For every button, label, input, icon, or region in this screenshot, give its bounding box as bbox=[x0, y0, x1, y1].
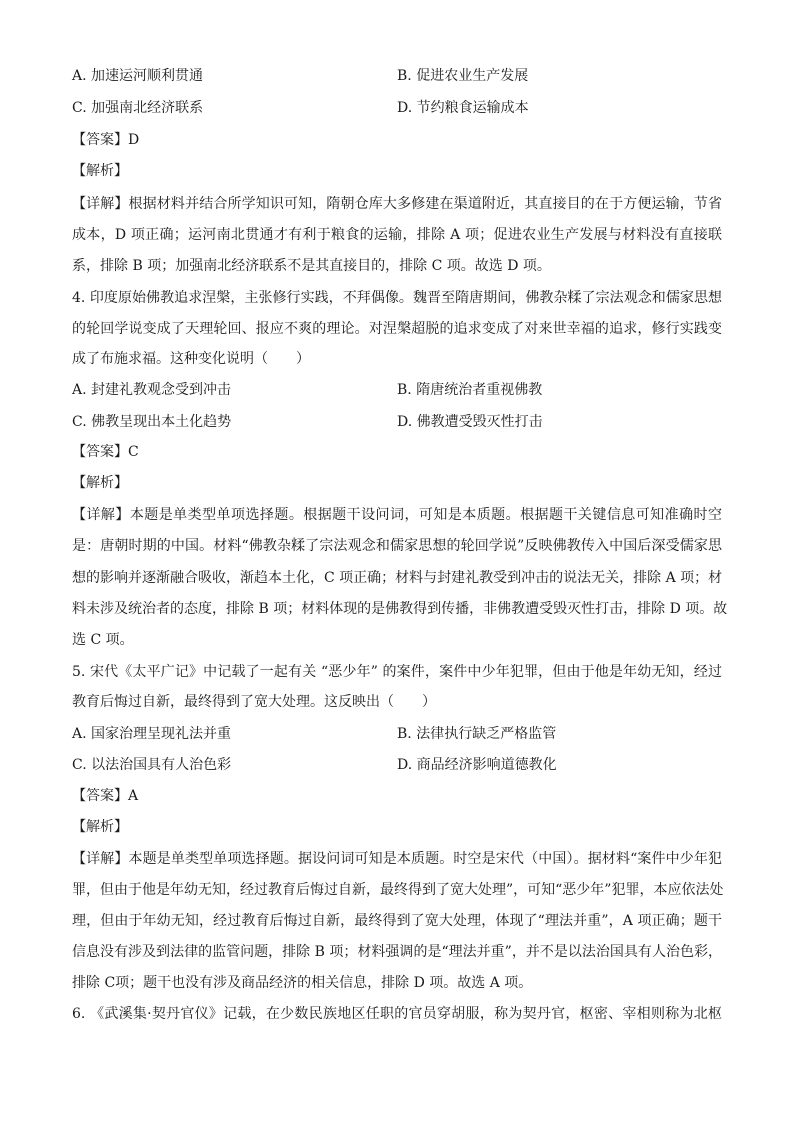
q3-analysis-heading: 【解析】 bbox=[72, 163, 128, 179]
q5-detail-line: 【详解】本题是单类型单项选择题。据设问词可知是本质题。时空是宋代（中国）。据材料“案件中少年犯 bbox=[72, 851, 722, 867]
q5-detail-line: 理，但由于年幼无知，经过教育后悔过自新，最终得到了宽大处理，体现了“理法并重”，A 项正确；题干 bbox=[72, 913, 722, 929]
q5-stem-line: 教育后悔过自新，最终得到了宽大处理。这反映出（ ） bbox=[72, 694, 436, 710]
q4-stem-line: 的轮回学说变成了天理轮回、报应不爽的理论。对涅槃超脱的追求变成了对来世幸福的追求，修行实践变 bbox=[72, 321, 722, 337]
q3-option-a: A. 加速运河顺利贯通 bbox=[72, 68, 204, 84]
q5-stem-line: 5. 宋代《太平广记》中记载了一起有关 “恶少年” 的案件，案件中少年犯罪，但由于他是年幼无知，经过 bbox=[72, 664, 722, 680]
q4-detail-line: 选 C 项。 bbox=[72, 632, 134, 648]
q3-detail-line: 【详解】根据材料并结合所学知识可知，隋朝仓库大多修建在渠道附近，其直接目的在于方便运输，节省 bbox=[72, 196, 722, 212]
q4-stem-line: 成了布施求福。这种变化说明（ ） bbox=[72, 351, 310, 367]
q4-answer: 【答案】C bbox=[72, 444, 139, 460]
q4-option-c: C. 佛教呈现出本土化趋势 bbox=[72, 414, 232, 430]
q6-stem-line: 6. 《武溪集·契丹官仪》记载，在少数民族地区任职的官员穿胡服，称为契丹官，枢密、宰相则称为北枢 bbox=[72, 1006, 722, 1022]
q5-detail-line: 排除 C项；题干也没有涉及商品经济的相关信息，排除 D 项。故选 A 项。 bbox=[72, 975, 533, 991]
q5-detail-line: 信息没有涉及到法律的监管问题，排除 B 项；材料强调的是“理法并重”，并不是以法治国具有人治色彩， bbox=[72, 944, 722, 960]
q5-option-b: B. 法律执行缺乏严格监管 bbox=[397, 726, 557, 742]
q5-answer: 【答案】A bbox=[72, 788, 139, 804]
q3-option-c: C. 加强南北经济联系 bbox=[72, 100, 204, 116]
q4-option-d: D. 佛教遭受毁灭性打击 bbox=[397, 414, 543, 430]
q5-option-c: C. 以法治国具有人治色彩 bbox=[72, 757, 232, 773]
q5-detail-line: 罪，但由于他是年幼无知，经过教育后悔过自新，最终得到了宽大处理”，可知“恶少年”犯罪，本应依法处 bbox=[72, 882, 724, 898]
q5-option-a: A. 国家治理呈现礼法并重 bbox=[72, 726, 232, 742]
q3-option-b: B. 促进农业生产发展 bbox=[397, 68, 529, 84]
q3-option-d: D. 节约粮食运输成本 bbox=[397, 100, 529, 116]
q5-analysis-heading: 【解析】 bbox=[72, 819, 128, 835]
q4-detail-line: 【详解】本题是单类型单项选择题。根据题干设问词，可知是本质题。根据题干关键信息可知准确时空 bbox=[72, 507, 722, 523]
q4-option-b: B. 隋唐统治者重视佛教 bbox=[397, 382, 543, 398]
q3-detail-line: 成本，D 项正确；运河南北贯通才有利于粮食的运输，排除 A 项；促进农业生产发展与材料没有直接联 bbox=[72, 227, 722, 243]
q4-detail-line: 是：唐朝时期的中国。材料“佛教杂糅了宗法观念和儒家思想的轮回学说”反映佛教传入中国后深受儒家思 bbox=[72, 538, 722, 554]
q4-stem-line: 4. 印度原始佛教追求涅槃，主张修行实践，不拜偶像。魏晋至隋唐期间，佛教杂糅了宗法观念和儒家思想 bbox=[72, 290, 722, 306]
q4-detail-line: 想的影响并逐渐融合吸收，渐趋本土化，C 项正确；材料与封建礼教受到冲击的说法无关，排除 A 项；材 bbox=[72, 570, 723, 586]
q3-answer: 【答案】D bbox=[72, 132, 140, 148]
q4-analysis-heading: 【解析】 bbox=[72, 475, 128, 491]
q4-detail-line: 料未涉及统治者的态度，排除 B 项；材料体现的是佛教得到传播，非佛教遭受毁灭性打击，排除 D 项。故 bbox=[72, 601, 728, 617]
q3-detail-line: 系，排除 B 项；加强南北经济联系不是其直接目的，排除 C 项。故选 D 项。 bbox=[72, 258, 551, 274]
q4-option-a: A. 封建礼教观念受到冲击 bbox=[72, 382, 232, 398]
q5-option-d: D. 商品经济影响道德教化 bbox=[397, 757, 557, 773]
